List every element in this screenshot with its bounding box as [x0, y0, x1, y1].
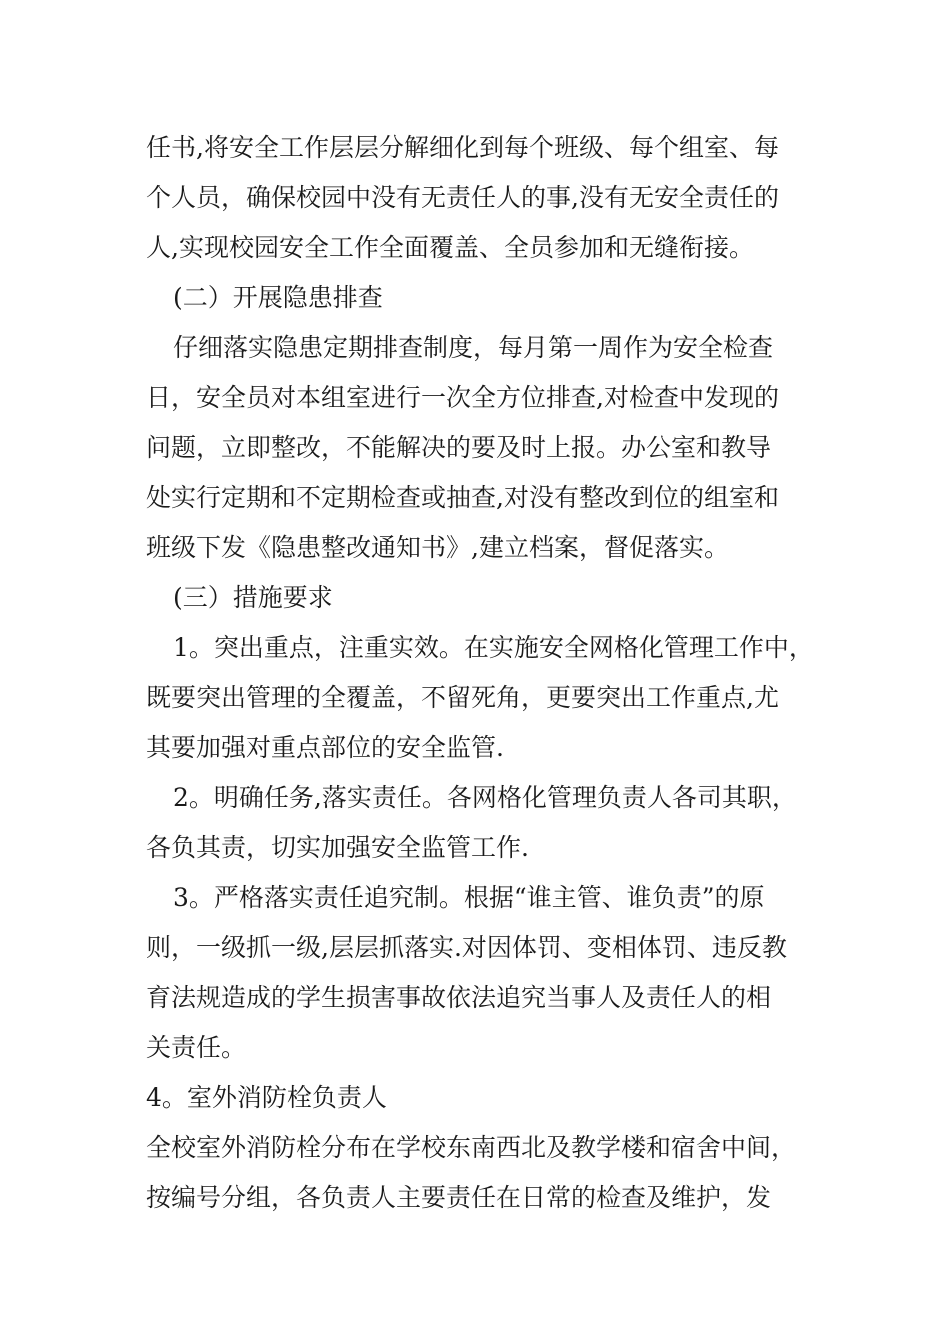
- text-line: 既要突出管理的全覆盖，不留死角，更要突出工作重点,尤: [146, 683, 779, 712]
- document-body: [146, 123, 836, 1223]
- text-line: 育法规造成的学生损害事故依法追究当事人及责任人的相: [146, 983, 772, 1012]
- text-line: 仔细落实隐患定期排查制度，每月第一周作为安全检查: [173, 333, 774, 362]
- text-line: 关责任。: [146, 1033, 247, 1062]
- text-line: 各负其责，切实加强安全监管工作.: [146, 833, 529, 862]
- paragraph: [146, 573, 836, 623]
- text-line: 日，安全员对本组室进行一次全方位排查,对检查中发现的: [146, 383, 779, 412]
- text-line: 处实行定期和不定期检查或抽查,对没有整改到位的组室和: [146, 483, 779, 512]
- text-line: 则，一级抓一级,层层抓落实.对因体罚、变相体罚、违反教: [146, 933, 787, 962]
- text-line: 2。明确任务,落实责任。各网格化管理负责人各司其职，: [173, 783, 797, 812]
- text-line: (二）开展隐患排查: [173, 283, 383, 312]
- text-line: 4。室外消防栓负责人: [146, 1083, 387, 1112]
- text-line: (三）措施要求: [173, 583, 333, 612]
- paragraph: [146, 273, 836, 323]
- text-line: 个人员，确保校园中没有无责任人的事,没有无安全责任的: [146, 183, 779, 212]
- text-line: 人,实现校园安全工作全面覆盖、全员参加和无缝衔接。: [146, 233, 754, 262]
- text-line: 全校室外消防栓分布在学校东南西北及教学楼和宿舍中间，: [146, 1133, 797, 1162]
- text-line: 问题，立即整改，不能解决的要及时上报。办公室和教导: [146, 433, 772, 462]
- text-line: 按编号分组，各负责人主要责任在日常的检查及维护，发: [146, 1183, 772, 1212]
- paragraph: [146, 623, 836, 773]
- paragraph: [146, 323, 836, 573]
- paragraph: [146, 1123, 836, 1223]
- paragraph: [146, 123, 836, 273]
- text-line: 班级下发《隐患整改通知书》,建立档案，督促落实。: [146, 533, 729, 562]
- paragraph: [146, 1073, 836, 1123]
- paragraph: [146, 773, 836, 873]
- text-line: 1。突出重点，注重实效。在实施安全网格化管理工作中，: [173, 633, 814, 662]
- text-line: 任书,将安全工作层层分解细化到每个班级、每个组室、每: [146, 133, 779, 162]
- text-line: 其要加强对重点部位的安全监管.: [146, 733, 504, 762]
- text-line: 3。严格落实责任追究制。根据“谁主管、谁负责”的原: [173, 883, 765, 912]
- paragraph: [146, 873, 836, 1073]
